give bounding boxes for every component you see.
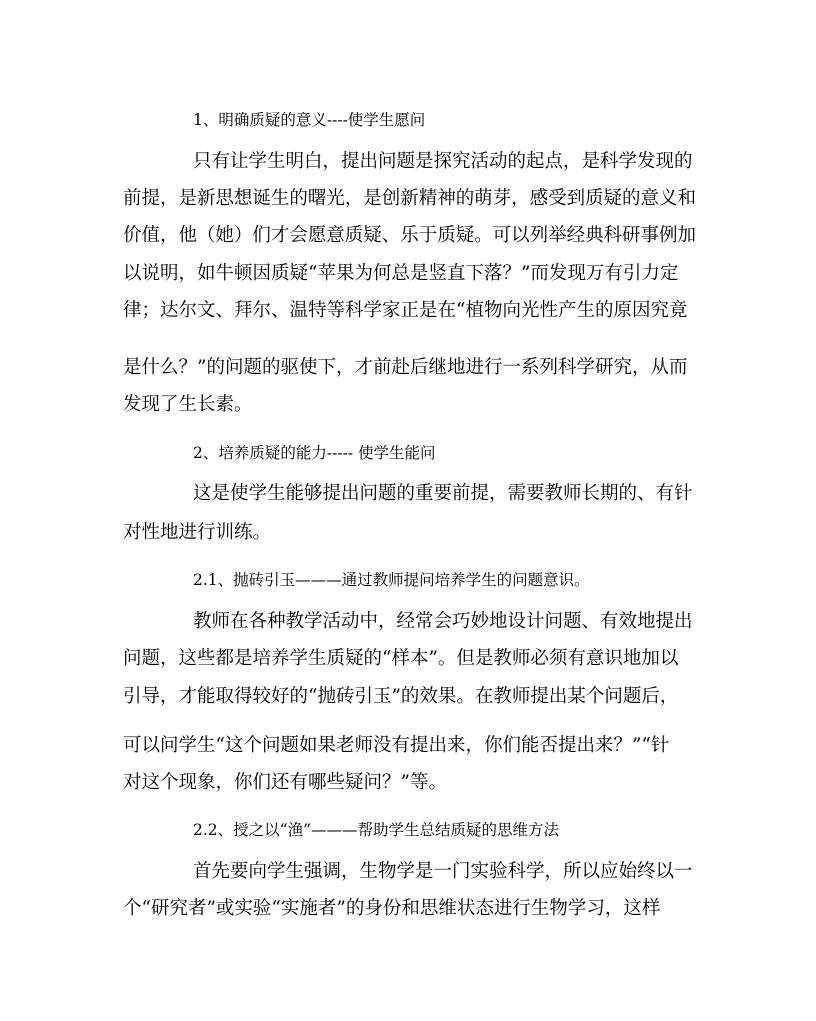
subsection-heading-2-2: 2.2、授之以“渔”———帮助学生总结质疑的思维方法 [193,821,559,839]
paragraph-line: 教师在各种教学活动中，经常会巧妙地设计问题、有效地提出 [193,611,693,632]
paragraph-line: 这是使学生能够提出问题的重要前提，需要教师长期的、有针 [193,483,693,504]
paragraph-line: 发现了生长素。 [123,394,253,415]
paragraph-line: 前提，是新思想诞生的曙光，是创新精神的萌芽，感受到质疑的意义和 [123,188,696,209]
paragraph-line: 对这个现象，你们还有哪些疑问？”等。 [123,772,447,793]
paragraph-line: 价值，他（她）们才会愿意质疑、乐于质疑。可以列举经典科研事例加 [123,225,696,246]
paragraph-line: 引导，才能取得较好的“抛砖引玉”的效果。在教师提出某个问题后， [123,686,679,707]
section-heading-2: 2、培养质疑的能力----- 使学生能问 [193,444,436,462]
section-heading-1: 1、明确质疑的意义----使学生愿问 [193,111,426,129]
paragraph-line: 可以问学生“这个问题如果老师没有提出来，你们能否提出来？”“针 [123,735,670,756]
paragraph-line: 律；达尔文、拜尔、温特等科学家正是在“植物向光性产生的原因究竟 [123,300,688,321]
paragraph-line: 对性地进行训练。 [123,522,272,543]
paragraph-line: 只有让学生明白，提出问题是探究活动的起点，是科学发现的 [193,151,693,172]
subsection-heading-2-1: 2.1、抛砖引玉———通过教师提问培养学生的问题意识。 [193,571,590,589]
paragraph-line: 问题，这些都是培养学生质疑的“样本”。但是教师必须有意识地加以 [123,648,679,669]
paragraph-line: 首先要向学生强调，生物学是一门实验科学，所以应始终以一 [193,861,693,882]
paragraph-line: 是什么？”的问题的驱使下，才前赴后继地进行一系列科学研究，从而 [123,357,688,378]
paragraph-line: 以说明，如牛顿因质疑“苹果为何总是竖直下落？”而发现万有引力定 [123,263,679,284]
paragraph-line: 个“研究者”或实验“实施者”的身份和思维状态进行生物学习，这样 [123,898,661,919]
